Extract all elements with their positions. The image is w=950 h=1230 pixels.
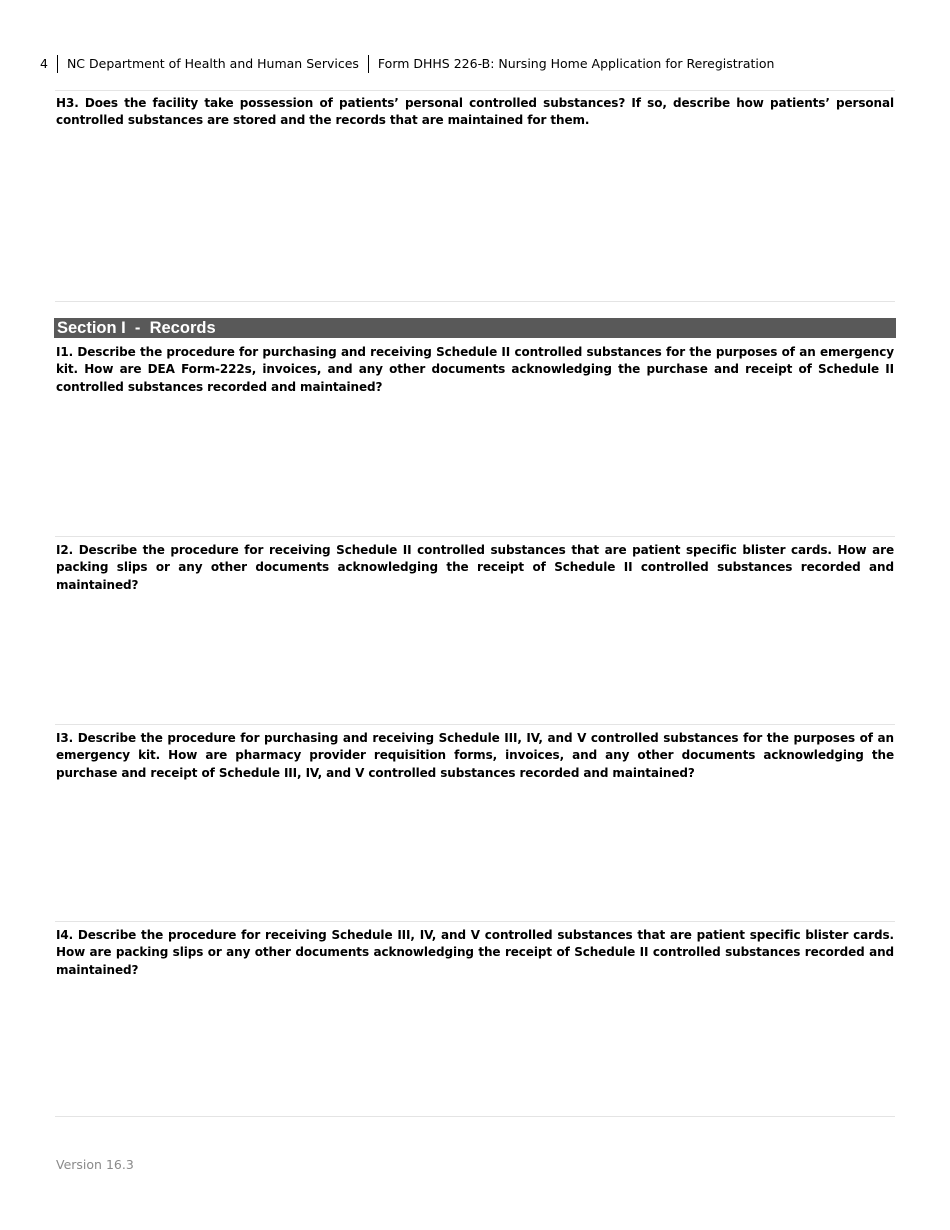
question-i1: I1. Describe the procedure for purchasing and receiving Schedule II controlled substances for the purposes of an emergency kit. How are DEA Form-222s, invoices, and any other documents acknowledging the purchase and receipt of Schedule II controlled substances recorded and maintained? xyxy=(56,345,894,394)
page-header xyxy=(40,55,774,73)
question-i2: I2. Describe the procedure for receiving Schedule II controlled substances that are patient specific blister cards. How are packing slips or any other documents acknowledging the receipt of Schedule II controlled substances recorded and maintained? xyxy=(56,543,894,592)
header-divider xyxy=(368,55,369,73)
answer-area-i3-bottom xyxy=(55,921,895,922)
answer-area-i2-bottom xyxy=(55,724,895,725)
answer-area-i4-bottom xyxy=(55,1116,895,1117)
question-h3: H3. Does the facility take possession of patients’ personal controlled substances? If so, describe how patients’ personal controlled substances are stored and the records that are maintained for them. xyxy=(56,96,894,128)
answer-area-h3-bottom xyxy=(55,301,895,302)
answer-area-i1-bottom xyxy=(55,536,895,537)
question-i4: I4. Describe the procedure for receiving Schedule III, IV, and V controlled substances that are patient specific blister cards. How are packing slips or any other documents acknowledging the receipt of Schedule II controlled substances recorded and maintained? xyxy=(56,928,894,977)
version-label: Version 16.3 xyxy=(56,1157,134,1172)
divider xyxy=(55,90,895,91)
question-i3: I3. Describe the procedure for purchasing and receiving Schedule III, IV, and V controlled substances for the purposes of an emergency kit. How are pharmacy provider requisition forms, invoices, and any other documents acknowledging the purchase and receipt of Schedule III, IV, and V controlled substances recorded and maintained? xyxy=(56,731,894,780)
department-name: NC Department of Health and Human Services xyxy=(66,56,359,71)
header-divider xyxy=(57,55,58,73)
page-number: 4 xyxy=(40,56,48,71)
form-title: Form DHHS 226-B: Nursing Home Application for Reregistration xyxy=(377,56,775,71)
section-i-header: Section I - Records xyxy=(54,318,896,338)
